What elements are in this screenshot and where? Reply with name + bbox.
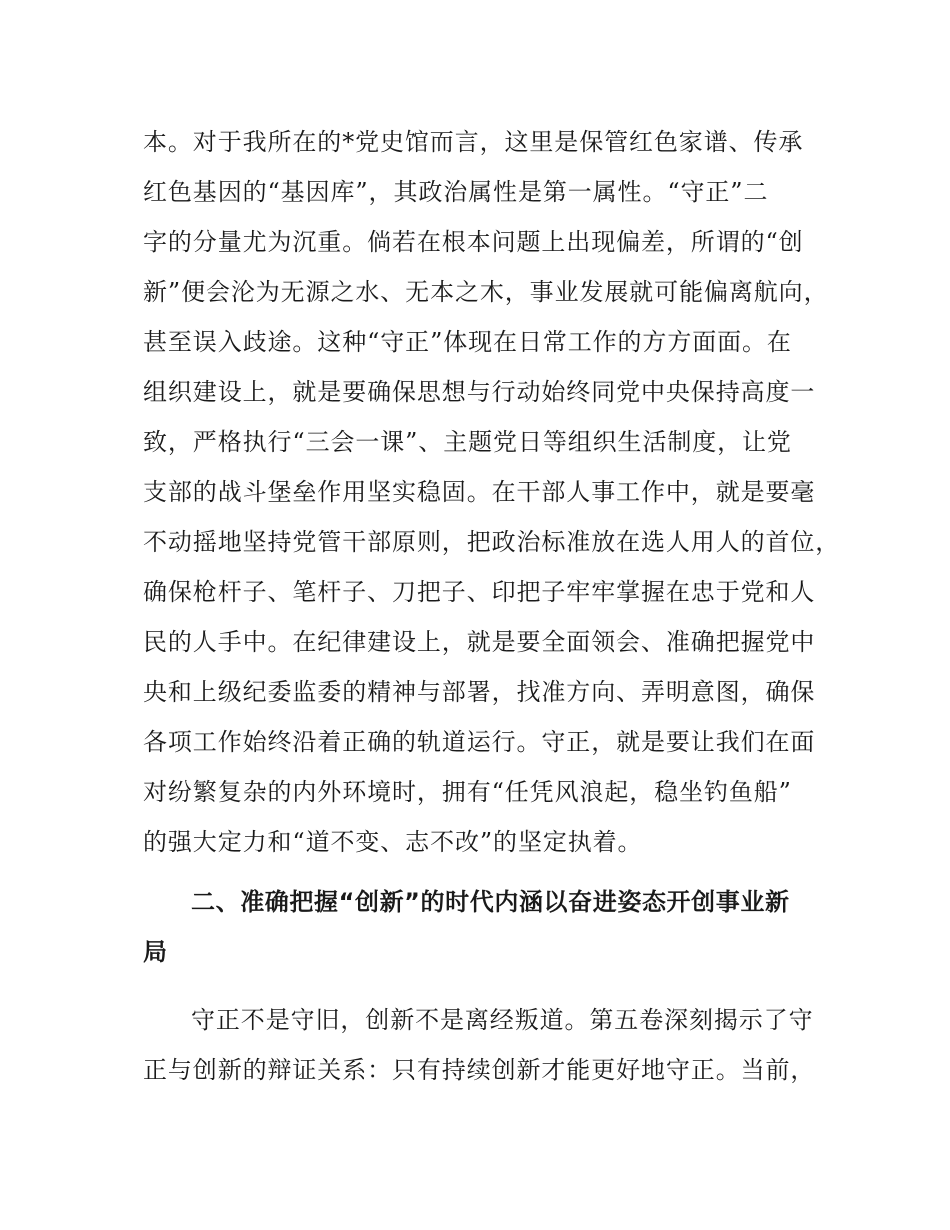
paragraph-1-line: 确保枪杆子、笔杆子、刀把子、印把子牢牢掌握在忠于党和人 [143, 578, 816, 606]
section-heading: 二、准确把握“创新”的时代内涵以奋进姿态开创事业新 [191, 888, 790, 916]
paragraph-1-line: 组织建设上，就是要确保思想与行动始终同党中央保持高度一 [143, 378, 816, 406]
paragraph-1-line: 甚至误入歧途。这种“守正”体现在日常工作的方方面面。在 [143, 328, 792, 356]
paragraph-1-line: 红色基因的“基因库”，其政治属性是第一属性。“守正”二 [143, 178, 769, 206]
paragraph-2-line: 正与创新的辩证关系：只有持续创新才能更好地守正。当前， [143, 1056, 816, 1084]
paragraph-1-line: 致，严格执行“三会一课”、主题党日等组织生活制度，让党 [143, 428, 792, 456]
paragraph-1-line: 本。对于我所在的*党史馆而言，这里是保管红色家谱、传承 [143, 128, 804, 156]
paragraph-1-line: 各项工作始终沿着正确的轨道运行。守正，就是要让我们在面 [143, 728, 816, 756]
paragraph-1-line: 新”便会沦为无源之水、无本之木，事业发展就可能偏离航向， [143, 278, 829, 306]
paragraph-1-line: 字的分量尤为沉重。倘若在根本问题上出现偏差，所谓的“创 [143, 228, 804, 256]
paragraph-1-line: 支部的战斗堡垒作用坚实稳固。在干部人事工作中，就是要毫 [143, 478, 816, 506]
section-heading-continuation: 局 [143, 938, 168, 966]
paragraph-2-line: 守正不是守旧，创新不是离经叛道。第五卷深刻揭示了守 [191, 1006, 814, 1034]
paragraph-1-line: 对纷繁复杂的内外环境时，拥有“任凭风浪起，稳坐钓鱼船” [143, 778, 792, 806]
paragraph-1-line: 不动摇地坚持党管干部原则，把政治标准放在选人用人的首位， [143, 528, 841, 556]
paragraph-1-line: 民的人手中。在纪律建设上，就是要全面领会、准确把握党中 [143, 628, 816, 656]
paragraph-1-line: 的强大定力和“道不变、志不改”的坚定执着。 [143, 828, 643, 856]
paragraph-1-line: 央和上级纪委监委的精神与部署，找准方向、弄明意图，确保 [143, 678, 816, 706]
